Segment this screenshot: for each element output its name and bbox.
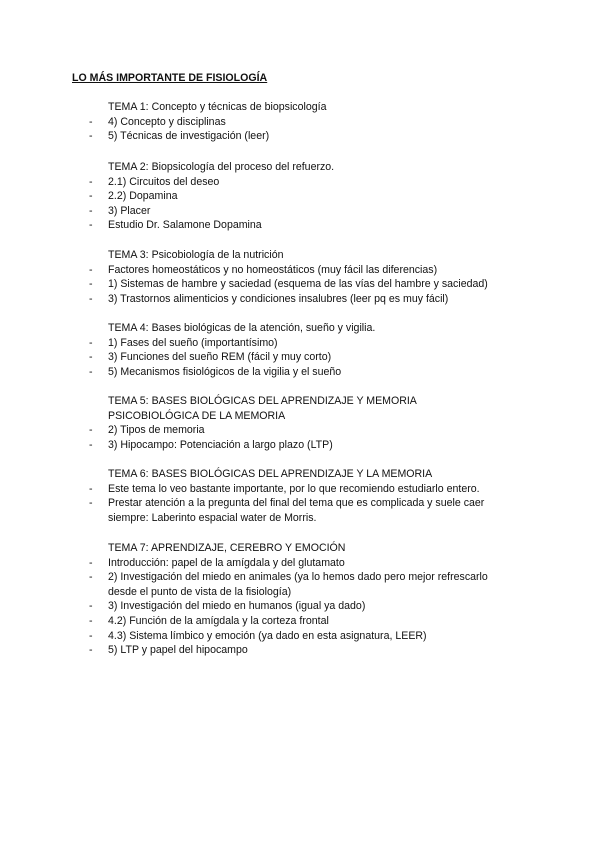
list-item-text: Introducción: papel de la amígdala y del glutamato [108, 556, 345, 569]
section-tema-4 [0, 321, 600, 379]
dash-bullet: - [89, 482, 93, 495]
list-item [0, 599, 518, 614]
dash-bullet: - [89, 614, 93, 627]
list-item [0, 350, 518, 365]
dash-bullet: - [89, 644, 93, 657]
section-tema-7 [0, 541, 600, 658]
dash-bullet: - [89, 219, 93, 232]
list-item [0, 129, 518, 144]
dash-bullet: - [89, 292, 93, 305]
list-item-text: Este tema lo veo bastante importante, por lo que recomiendo estudiarlo entero. [108, 482, 480, 495]
list-item [0, 277, 518, 292]
list-item-text: 4.3) Sistema límbico y emoción (ya dado en esta asignatura, LEER) [108, 629, 427, 642]
section-heading: TEMA 1: Concepto y técnicas de biopsicología [108, 101, 327, 113]
list-item-text: 2.2) Dopamina [108, 190, 178, 203]
list-item-text: 2) Tipos de memoria [108, 424, 205, 437]
list-item-text: 1) Sistemas de hambre y saciedad (esquema de las vías del hambre y saciedad) [108, 278, 488, 291]
list-item [0, 570, 518, 599]
dash-bullet: - [89, 130, 93, 143]
dash-bullet: - [89, 600, 93, 613]
dash-bullet: - [89, 424, 93, 437]
list-item-text: 2) Investigación del miedo en animales (ya lo hemos dado pero mejor refrescarlo desde el punto de vista de la fisiología) [108, 571, 488, 598]
dash-bullet: - [89, 175, 93, 188]
list-item [0, 423, 518, 438]
list-item [0, 643, 518, 658]
list-item-text: Prestar atención a la pregunta del final del tema que es complicada y suele caer siempre: Laberinto espacial water de Morris. [108, 497, 485, 524]
section-heading: TEMA 7: APRENDIZAJE, CEREBRO Y EMOCIÓN [108, 542, 346, 554]
section-tema-6 [0, 467, 600, 525]
dash-bullet: - [89, 204, 93, 217]
dash-bullet: - [89, 629, 93, 642]
dash-bullet: - [89, 365, 93, 378]
list-item-text: 5) LTP y papel del hipocampo [108, 644, 248, 657]
list-item [0, 556, 518, 571]
section-tema-1 [0, 100, 600, 144]
list-item-text: Estudio Dr. Salamone Dopamina [108, 219, 262, 232]
list-item-text: 3) Placer [108, 204, 151, 217]
section-tema-2 [0, 160, 600, 233]
list-item-text: 3) Funciones del sueño REM (fácil y muy corto) [108, 351, 332, 364]
section-tema-5 [0, 394, 600, 452]
dash-bullet: - [89, 571, 93, 584]
list-item [0, 482, 518, 497]
dash-bullet: - [89, 336, 93, 349]
dash-bullet: - [89, 115, 93, 128]
dash-bullet: - [89, 278, 93, 291]
section-heading: TEMA 4: Bases biológicas de la atención, sueño y vigilia. [108, 322, 376, 334]
dash-bullet: - [89, 351, 93, 364]
section-tema-3 [0, 248, 600, 306]
list-item-text: 2.1) Circuitos del deseo [108, 175, 220, 188]
dash-bullet: - [89, 497, 93, 510]
list-item-text: 4) Concepto y disciplinas [108, 115, 226, 128]
list-item-text: 4.2) Función de la amígdala y la corteza frontal [108, 614, 329, 627]
list-item [0, 365, 518, 380]
section-heading: TEMA 2: Biopsicología del proceso del refuerzo. [108, 161, 335, 173]
dash-bullet: - [89, 438, 93, 451]
list-item [0, 629, 518, 644]
section-heading: TEMA 3: Psicobiología de la nutrición [108, 249, 284, 261]
list-item-text: 5) Mecanismos fisiológicos de la vigilia y el sueño [108, 365, 342, 378]
list-item [0, 614, 518, 629]
dash-bullet: - [89, 263, 93, 276]
list-item [0, 218, 518, 233]
list-item [0, 115, 518, 130]
list-item [0, 175, 518, 190]
dash-bullet: - [89, 556, 93, 569]
list-item-text: 3) Investigación del miedo en humanos (igual ya dado) [108, 600, 366, 613]
section-heading: TEMA 5: BASES BIOLÓGICAS DEL APRENDIZAJE Y MEMORIA [108, 395, 417, 407]
list-item-text: Factores homeostáticos y no homeostáticos (muy fácil las diferencias) [108, 263, 438, 276]
list-item [0, 189, 518, 204]
list-item [0, 263, 518, 278]
list-item-text: 3) Trastornos alimenticios y condiciones insalubres (leer pq es muy fácil) [108, 292, 449, 305]
section-heading: TEMA 6: BASES BIOLÓGICAS DEL APRENDIZAJE Y LA MEMORIA [108, 468, 433, 480]
list-item [0, 204, 518, 219]
page-title: LO MÁS IMPORTANTE DE FISIOLOGÍA [72, 72, 268, 84]
list-item-text: 3) Hipocampo: Potenciación a largo plazo (LTP) [108, 438, 333, 451]
list-item [0, 336, 518, 351]
list-item [0, 496, 518, 525]
list-item [0, 438, 518, 453]
dash-bullet: - [89, 190, 93, 203]
list-item [0, 292, 518, 307]
section-heading-continuation: PSICOBIOLÓGICA DE LA MEMORIA [108, 409, 286, 422]
list-item-text: 1) Fases del sueño (importantísimo) [108, 336, 278, 349]
list-item-text: 5) Técnicas de investigación (leer) [108, 130, 270, 143]
